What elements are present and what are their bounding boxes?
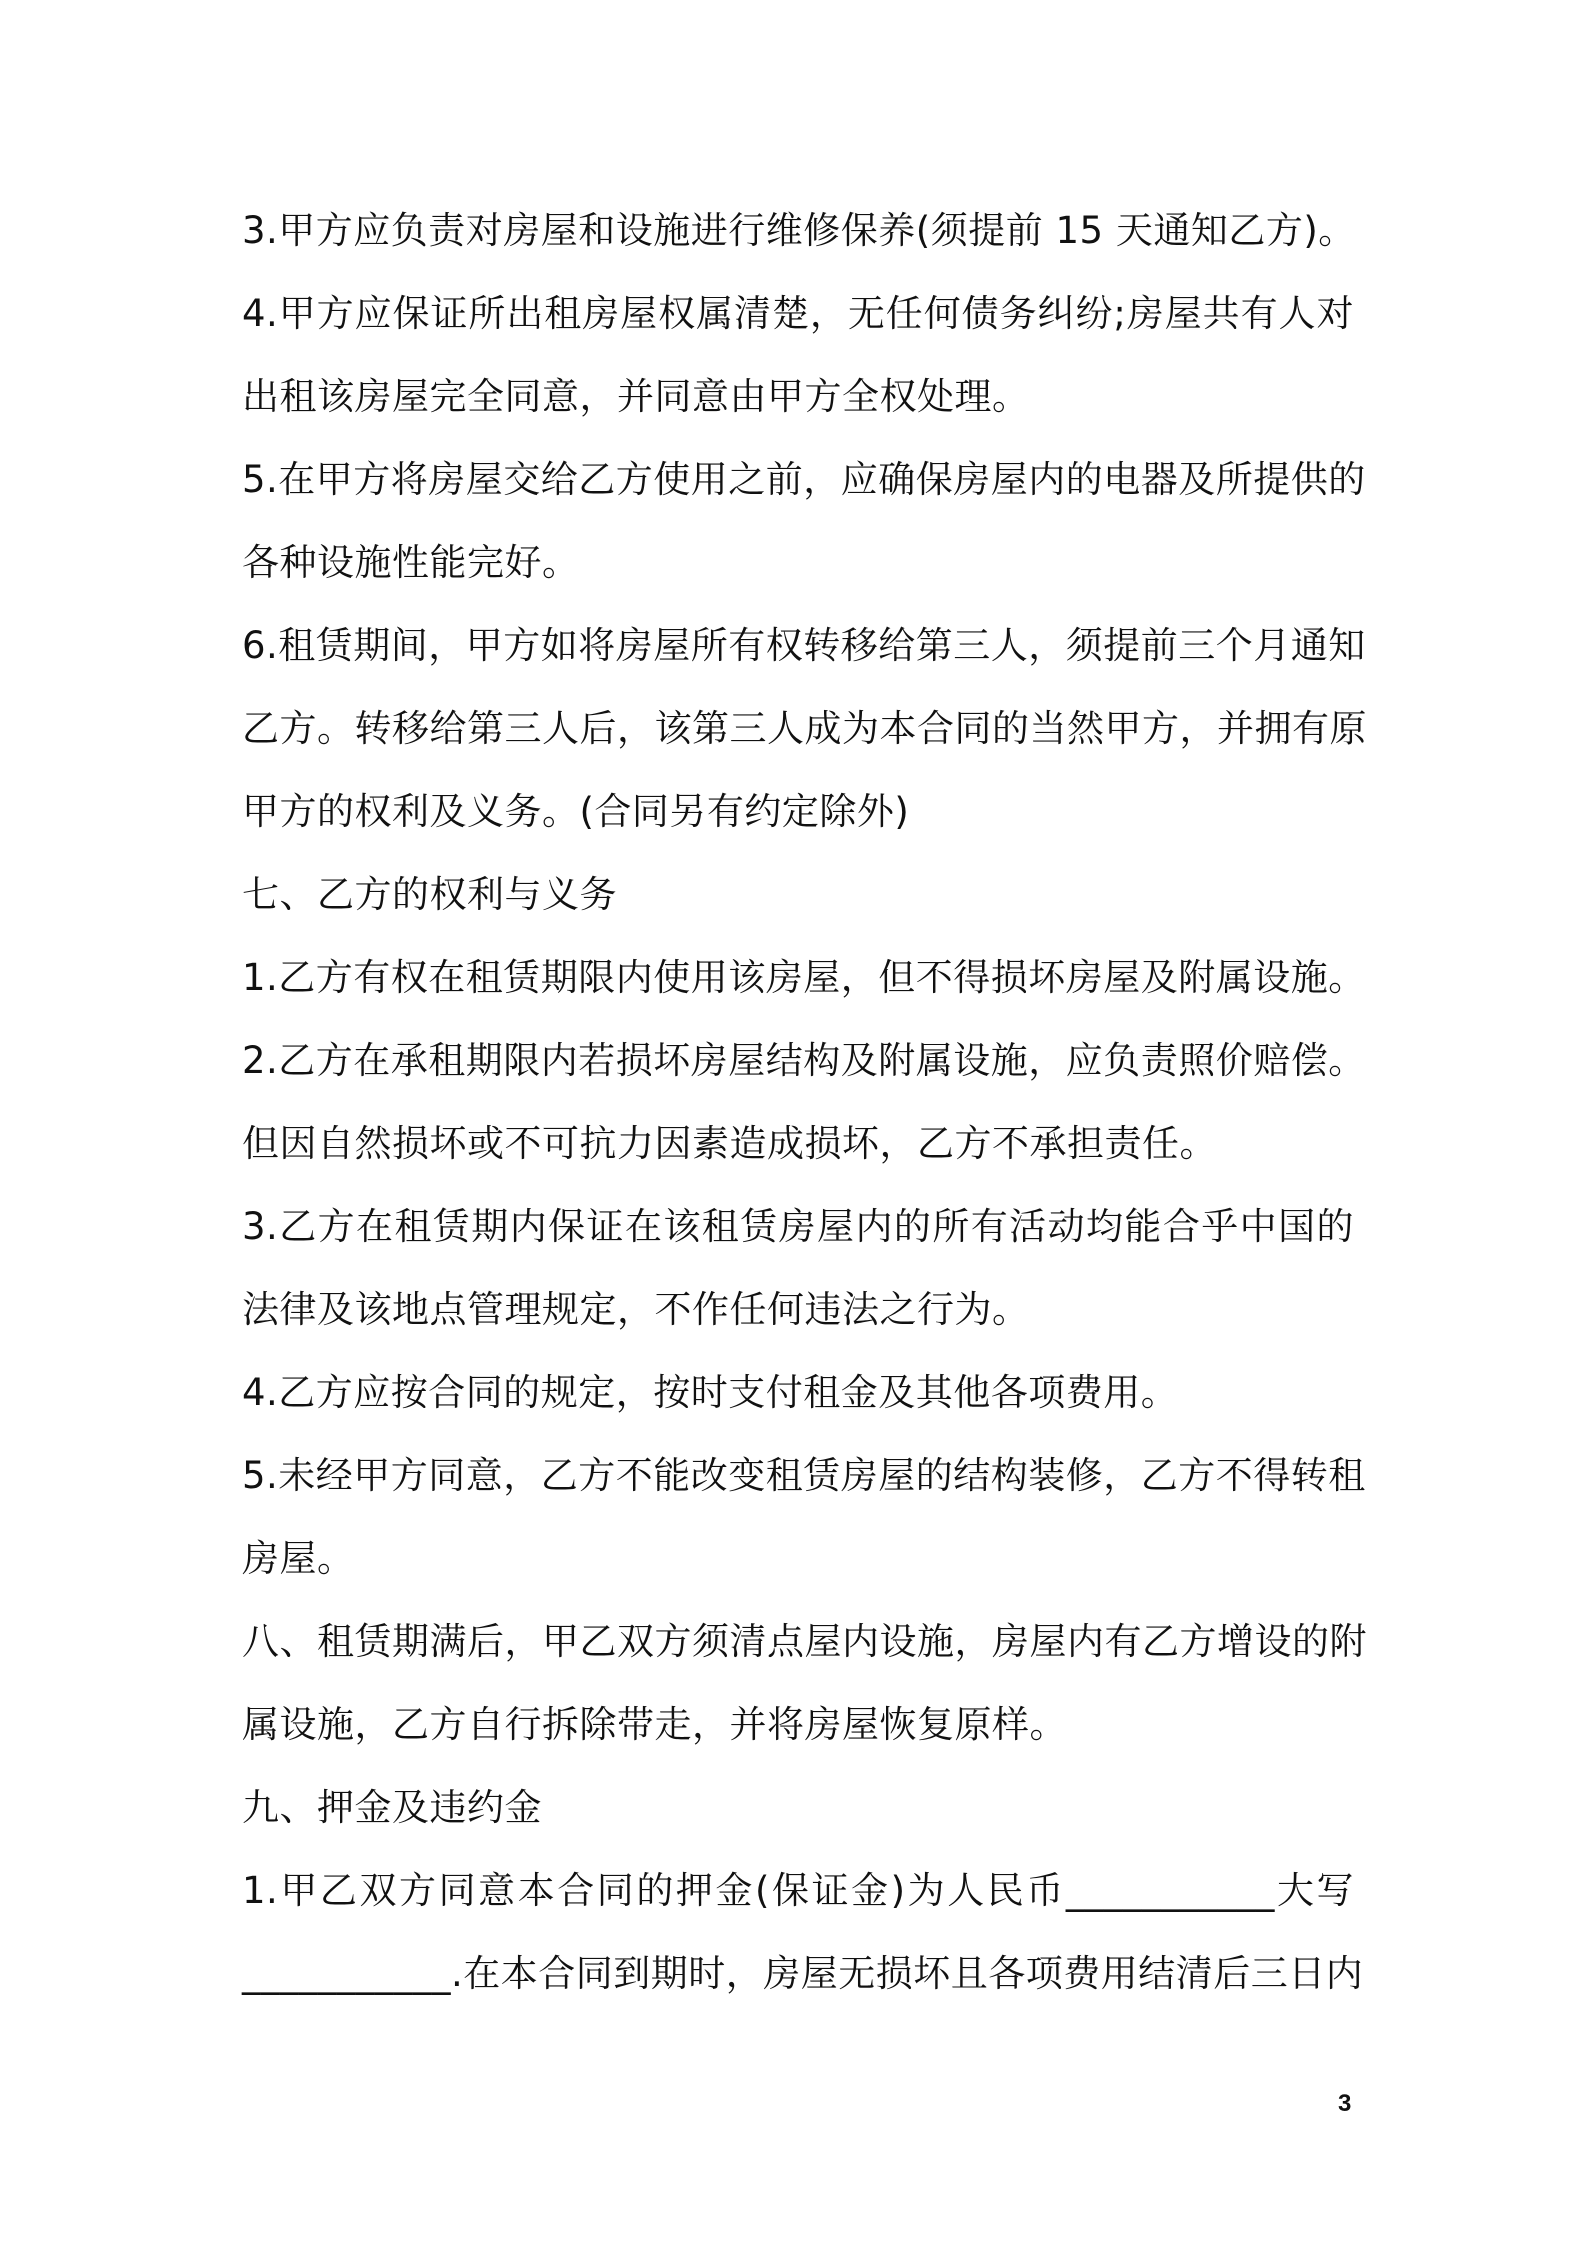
paragraph-line: 1.乙方有权在租赁期限内使用该房屋，但不得损坏房屋及附属设施。 (242, 956, 1366, 999)
paragraph-line: 八、租赁期满后，甲乙双方须清点屋内设施，房屋内有乙方增设的附 (242, 1620, 1367, 1663)
section-heading: 九、押金及违约金 (242, 1786, 542, 1829)
paragraph-line: 1.甲乙双方同意本合同的押金(保证金)为人民币___________大写 (242, 1869, 1354, 1912)
page-number: 3 (1338, 2090, 1352, 2117)
paragraph-line: 6.租赁期间，甲方如将房屋所有权转移给第三人，须提前三个月通知 (242, 624, 1366, 667)
paragraph-line: 5.未经甲方同意，乙方不能改变租赁房屋的结构装修，乙方不得转租 (242, 1454, 1366, 1497)
paragraph-line: 出租该房屋完全同意，并同意由甲方全权处理。 (242, 375, 1030, 418)
paragraph-line: 4.乙方应按合同的规定，按时支付租金及其他各项费用。 (242, 1371, 1179, 1414)
paragraph-line: 房屋。 (242, 1537, 355, 1580)
paragraph-line: 4.甲方应保证所出租房屋权属清楚，无任何债务纠纷;房屋共有人对 (242, 292, 1354, 335)
paragraph-line: 乙方。转移给第三人后，该第三人成为本合同的当然甲方，并拥有原 (242, 707, 1367, 750)
paragraph-line: 3.甲方应负责对房屋和设施进行维修保养(须提前 15 天通知乙方)。 (242, 209, 1356, 252)
paragraph-line: 各种设施性能完好。 (242, 541, 580, 584)
paragraph-line: 法律及该地点管理规定，不作任何违法之行为。 (242, 1288, 1030, 1331)
paragraph-line: 甲方的权利及义务。(合同另有约定除外) (242, 790, 910, 833)
document-body (242, 196, 1367, 2022)
paragraph-line: ___________.在本合同到期时，房屋无损坏且各项费用结清后三日内 (242, 1952, 1364, 1995)
paragraph-line: 3.乙方在租赁期内保证在该租赁房屋内的所有活动均能合乎中国的 (242, 1205, 1354, 1248)
paragraph-line: 但因自然损坏或不可抗力因素造成损坏，乙方不承担责任。 (242, 1122, 1217, 1165)
paragraph-line: 5.在甲方将房屋交给乙方使用之前，应确保房屋内的电器及所提供的 (242, 458, 1366, 501)
paragraph-line: 属设施，乙方自行拆除带走，并将房屋恢复原样。 (242, 1703, 1067, 1746)
section-heading: 七、乙方的权利与义务 (242, 873, 617, 916)
paragraph-line: 2.乙方在承租期限内若损坏房屋结构及附属设施，应负责照价赔偿。 (242, 1039, 1366, 1082)
